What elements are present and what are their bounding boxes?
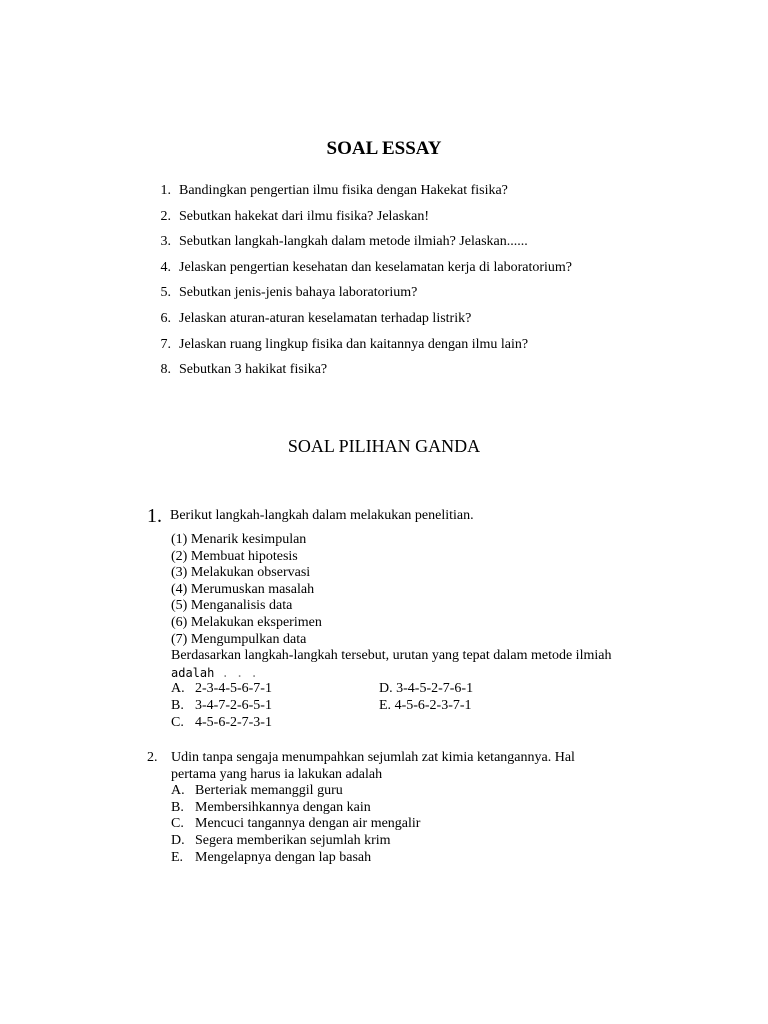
answer-option-e — [379, 698, 472, 715]
option-text: Segera memberikan sejumlah krim — [195, 832, 391, 848]
question-number: 3. — [160, 234, 171, 250]
research-step: (5) Menganalisis data — [171, 598, 293, 614]
research-step: (3) Melakukan observasi — [171, 565, 311, 581]
option-text: Berteriak memanggil guru — [195, 783, 343, 799]
option-text: Mencuci tangannya dengan air mengalir — [195, 816, 421, 832]
research-step: (4) Merumuskan masalah — [171, 581, 315, 597]
essay-section-title: SOAL ESSAY — [326, 138, 442, 159]
question-text: Sebutkan hakekat dari ilmu fisika? Jelaskan! — [179, 208, 429, 224]
option-text: 4-5-6-2-3-7-1 — [394, 697, 472, 713]
question-text: Jelaskan pengertian kesehatan dan keselamatan kerja di laboratorium? — [179, 259, 572, 275]
question-text: Jelaskan aturan-aturan keselamatan terhadap listrik? — [179, 310, 472, 326]
question-text: Sebutkan langkah-langkah dalam metode ilmiah? Jelaskan...... — [179, 234, 528, 250]
question-number: 2. — [147, 750, 158, 765]
answer-options-row — [171, 715, 611, 732]
option-letter: E. — [379, 697, 392, 713]
option-text: Mengelapnya dengan lap basah — [195, 849, 372, 865]
option-letter: A. — [171, 681, 185, 697]
question-stem: Berikut langkah-langkah dalam melakukan penelitian. — [170, 508, 474, 523]
option-letter: A. — [171, 783, 185, 799]
answer-option-c — [171, 715, 272, 732]
prompt-ellipsis: . . . — [214, 665, 258, 680]
answer-option-d — [379, 681, 473, 698]
question-prompt-continued — [171, 665, 611, 682]
prompt-word: adalah — [171, 665, 215, 680]
option-letter: C. — [171, 816, 184, 832]
question-number: 1. — [147, 505, 162, 527]
research-step: (6) Melakukan eksperimen — [171, 614, 322, 630]
option-letter: D. — [171, 832, 185, 848]
question-text: Sebutkan jenis-jenis bahaya laboratorium? — [179, 285, 418, 301]
option-text: 4-5-6-2-7-3-1 — [195, 714, 272, 730]
question-text: Jelaskan ruang lingkup fisika dan kaitannya dengan ilmu lain? — [179, 336, 529, 352]
option-letter: B. — [171, 799, 184, 815]
multiple-choice-section-title: SOAL PILIHAN GANDA — [287, 436, 481, 456]
question-number: 2. — [160, 208, 171, 224]
question-number: 5. — [160, 285, 171, 301]
answer-option-e — [171, 850, 575, 867]
question-prompt: Berdasarkan langkah-langkah tersebut, urutan yang tepat dalam metode ilmiah — [171, 648, 612, 664]
option-letter: D. — [379, 681, 393, 697]
mc-question-2-body — [171, 750, 575, 866]
answer-options-row — [171, 698, 611, 715]
answer-option-b — [171, 800, 575, 817]
answer-option-b — [171, 698, 272, 715]
answer-option-d — [171, 833, 575, 850]
question-number: 6. — [160, 310, 171, 326]
research-step: (1) Menarik kesimpulan — [171, 532, 307, 547]
question-number: 4. — [160, 259, 171, 275]
option-letter: B. — [171, 697, 184, 713]
option-text: 2-3-4-5-6-7-1 — [195, 681, 272, 697]
mc-question-1-body — [171, 532, 611, 731]
question-stem: Udin tanpa sengaja menumpahkan sejumlah zat kimia ketangannya. Hal — [171, 750, 575, 765]
answer-options-row — [171, 681, 611, 698]
option-text: Membersihkannya dengan kain — [195, 799, 371, 815]
question-number: 1. — [160, 183, 171, 198]
option-letter: E. — [171, 849, 184, 865]
research-step: (7) Mengumpulkan data — [171, 631, 307, 647]
question-text: Bandingkan pengertian ilmu fisika dengan Hakekat fisika? — [179, 183, 508, 198]
answer-option-a — [171, 783, 575, 800]
research-step: (2) Membuat hipotesis — [171, 548, 298, 564]
option-text: 3-4-7-2-6-5-1 — [195, 697, 272, 713]
option-letter: C. — [171, 714, 184, 730]
question-stem-continued: pertama yang harus ia lakukan adalah — [171, 766, 383, 782]
option-text: 3-4-5-2-7-6-1 — [396, 681, 474, 697]
question-number: 7. — [160, 336, 171, 352]
question-text: Sebutkan 3 hakikat fisika? — [179, 362, 328, 378]
answer-option-a — [171, 681, 272, 698]
question-number: 8. — [160, 362, 171, 378]
answer-option-c — [171, 816, 575, 833]
